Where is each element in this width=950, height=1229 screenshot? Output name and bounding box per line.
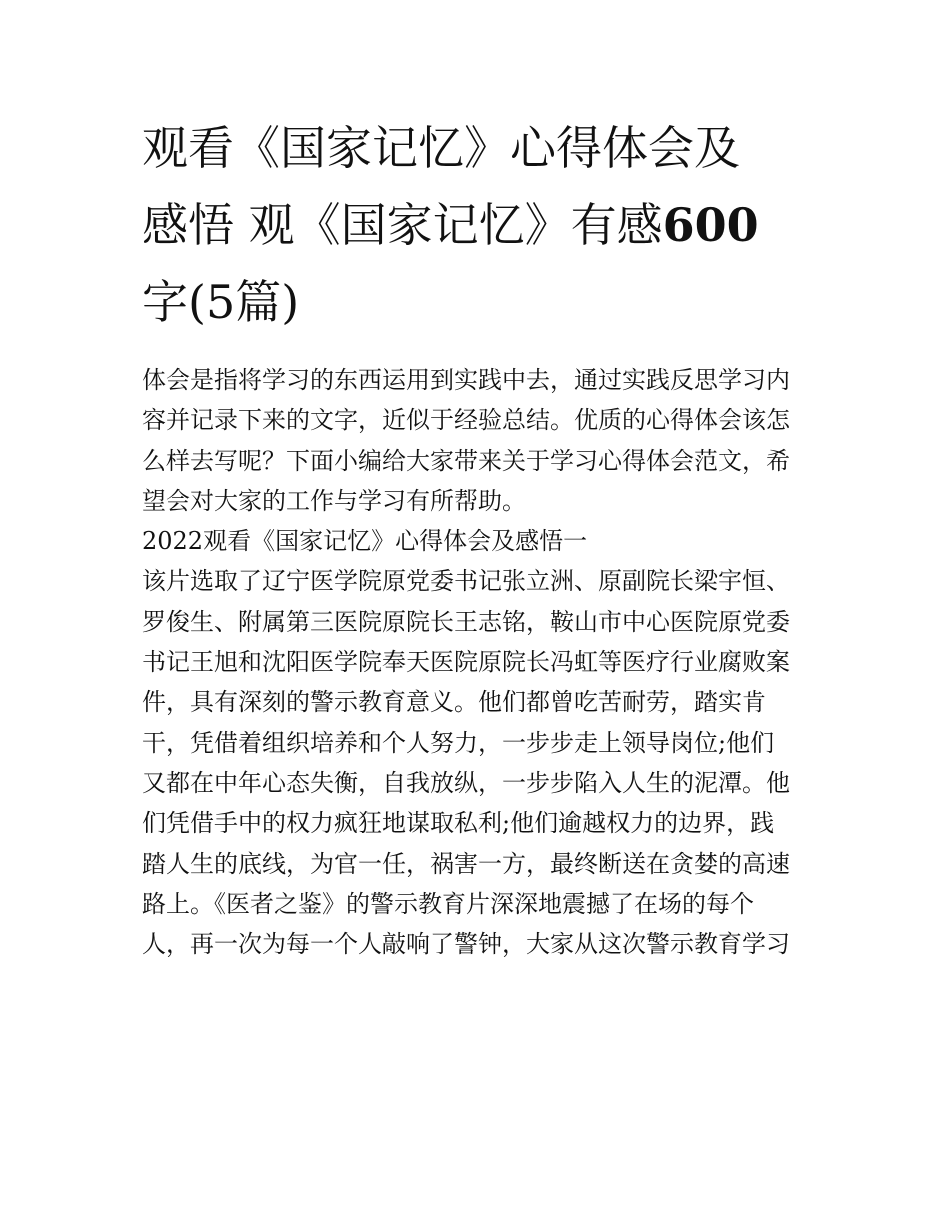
section-line: 人，再一次为每一个人敲响了警钟，大家从这次警示教育学习 (142, 930, 790, 959)
section-line: 路上。《医者之鉴》的警示教育片深深地震撼了在场的每个 (142, 889, 754, 918)
intro-line: 容并记录下来的文字，近似于经验总结。优质的心得体会该怎 (142, 406, 790, 435)
section-line: 书记王旭和沈阳医学院奉天医院原院长冯虹等医疗行业腐败案 (142, 648, 790, 677)
section-line: 踏人生的底线，为官一任，祸害一方，最终断送在贪婪的高速 (142, 849, 790, 878)
title-line-2 (142, 187, 822, 264)
section-line: 罗俊生、附属第三医院原院长王志铭，鞍山市中心医院原党委 (142, 607, 790, 636)
section-line: 们凭借手中的权力疯狂地谋取私利;他们逾越权力的边界，践 (142, 809, 775, 838)
section-line: 干，凭借着组织培养和个人努力，一步步走上领导岗位;他们 (142, 728, 775, 757)
section-heading: 2022观看《国家记忆》心得体会及感悟一 (142, 527, 588, 556)
title-line-1: 观看《国家记忆》心得体会及 (142, 121, 740, 175)
title-line-2-text: 感悟 观《国家记忆》有感 (142, 198, 663, 252)
section-line: 件，具有深刻的警示教育意义。他们都曾吃苦耐劳，踏实肯 (142, 688, 766, 717)
document-body (142, 360, 822, 964)
title-line-3: 字(5篇) (142, 275, 300, 329)
intro-line: 体会是指将学习的东西运用到实践中去，通过实践反思学习内 (142, 366, 790, 394)
title-word-count: 600 (662, 198, 759, 252)
intro-line: 望会对大家的工作与学习有所帮助。 (142, 486, 526, 515)
intro-line: 么样去写呢？下面小编给大家带来关于学习心得体会范文，希 (142, 446, 790, 475)
section-line: 该片选取了辽宁医学院原党委书记张立洲、原副院长梁宇恒、 (142, 567, 790, 596)
document-title (142, 110, 822, 341)
section-line: 又都在中年心态失衡，自我放纵，一步步陷入人生的泥潭。他 (142, 768, 790, 797)
